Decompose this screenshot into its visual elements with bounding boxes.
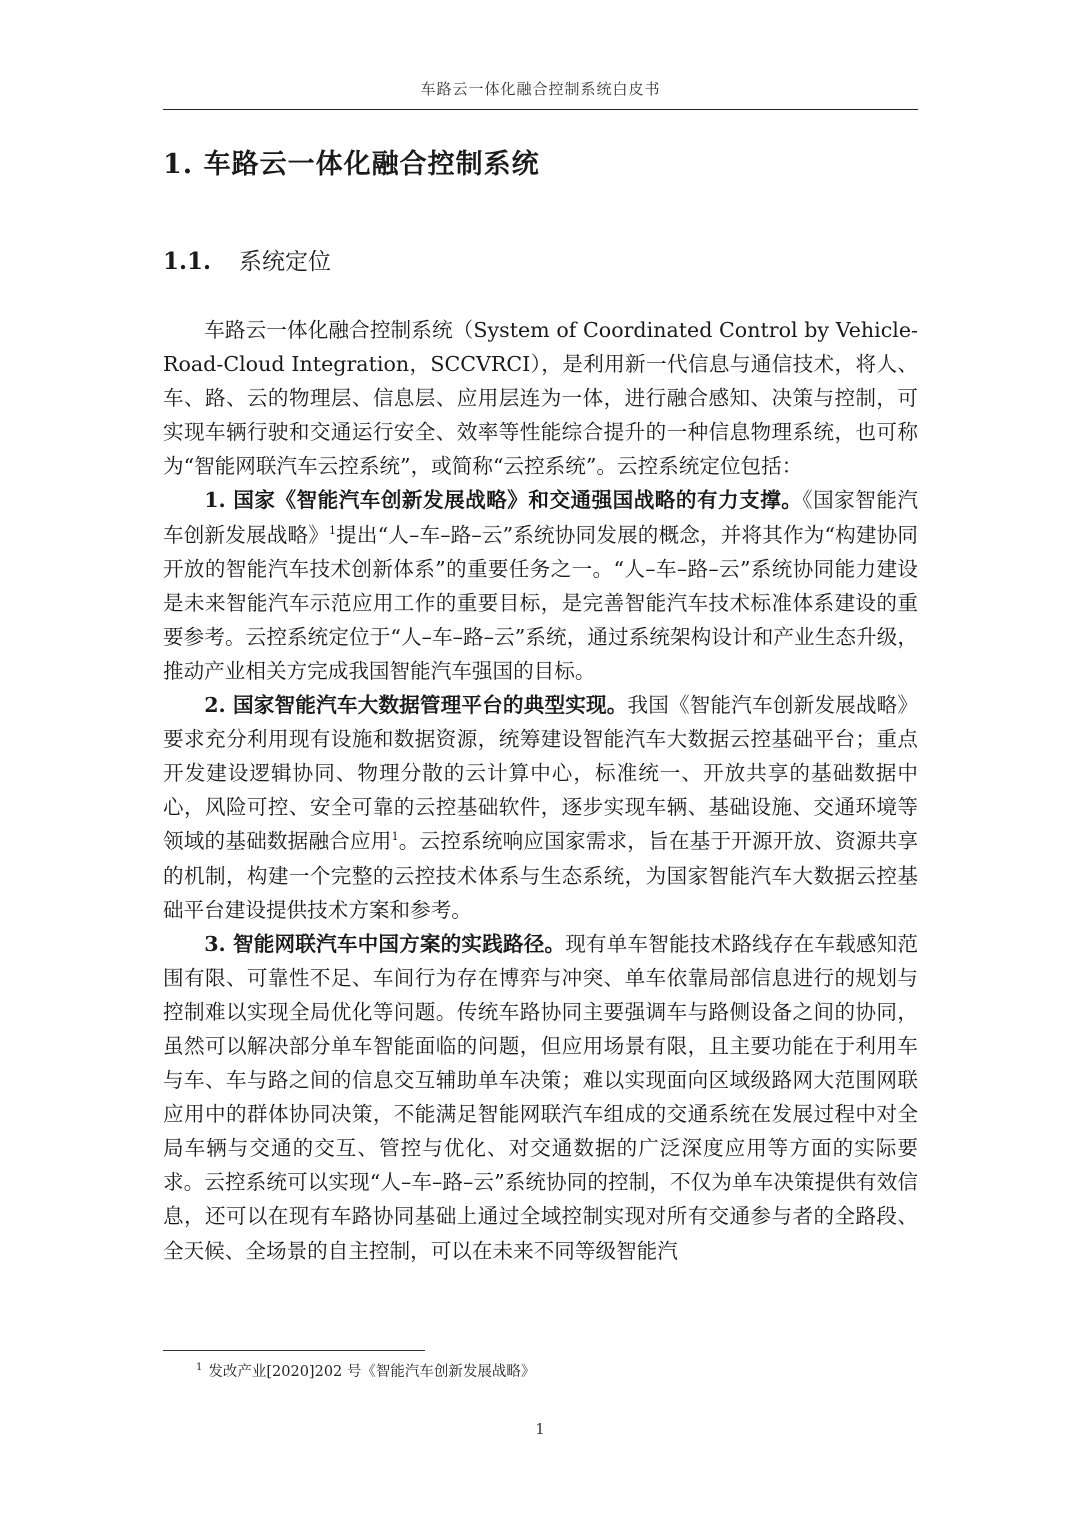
paragraph-1: [163, 483, 918, 688]
footnote: [196, 1360, 535, 1381]
section-number: 1.1.: [163, 248, 212, 275]
paragraph-1-text-b: 提出“人–车–路–云”系统协同发展的概念，并将其作为“构建协同开放的智能汽车技术创新体系”的重要任务之一。“人–车–路–云”系统协同能力建设是未来智能汽车示范应用工作的重要目标，是完善智能汽车技术标准体系建设的重要参考。云控系统定位于“人–车–路–云”系统，通过系统架构设计和产业生态升级，推动产业相关方完成我国智能汽车强国的目标。: [163, 522, 918, 683]
section-title: 系统定位: [239, 249, 331, 275]
paragraph-2-lead: 2. 国家智能汽车大数据管理平台的典型实现。: [204, 693, 628, 718]
chapter-title: 1. 车路云一体化融合控制系统: [163, 149, 540, 180]
paragraph-3: [163, 927, 918, 1268]
running-header: 车路云一体化融合控制系统白皮书: [420, 80, 661, 98]
paragraph-2: [163, 688, 918, 927]
section-heading: [163, 243, 331, 276]
body-text: [163, 313, 918, 1268]
paragraph-1-lead: 1. 国家《智能汽车创新发展战略》和交通强国战略的有力支撑。: [204, 488, 803, 513]
footnote-text: 发改产业[2020]202 号《智能汽车创新发展战略》: [208, 1364, 536, 1380]
footnote-mark: 1: [196, 1362, 203, 1374]
paragraph-3-text: 现有单车智能技术路线存在车载感知范围有限、可靠性不足、车间行为存在博弈与冲突、单车依靠局部信息进行的规划与控制难以实现全局优化等问题。传统车路协同主要强调车与路侧设备之间的协同，虽然可以解决部分单车智能面临的问题，但应用场景有限，且主要功能在于利用车与车、车与路之间的信息交互辅助单车决策；难以实现面向区域级路网大范围网联应用中的群体协同决策，不能满足智能网联汽车组成的交通系统在发展过程中对全局车辆与交通的交互、管控与优化、对交通数据的广泛深度应用等方面的实际要求。云控系统可以实现“人–车–路–云”系统协同的控制，不仅为单车决策提供有效信息，还可以在现有车路协同基础上通过全域控制实现对所有交通参与者的全路段、全天候、全场景的自主控制，可以在未来不同等级智能汽: [163, 931, 919, 1263]
header-rule: [163, 109, 918, 110]
paragraph-1-text-a: 《国家智能汽车创新发展战略》: [163, 488, 918, 547]
footnote-rule: [163, 1350, 425, 1351]
paragraph-3-lead: 3. 智能网联汽车中国方案的实践路径。: [204, 931, 566, 956]
footnote-ref[interactable]: 1: [328, 523, 336, 537]
intro-paragraph: 车路云一体化融合控制系统（System of Coordinated Control by Vehicle-Road-Cloud Integration，SCCVRCI），是利用新一代信息与通信技术，将人、车、路、云的物理层、信息层、应用层连为一体，进行融合感知、决策与控制，可实现车辆行驶和交通运行安全、效率等性能综合提升的一种信息物理系统，也可称为“智能网联汽车云控系统”，或简称“云控系统”。云控系统定位包括：: [163, 318, 918, 479]
page-number: 1: [535, 1420, 545, 1438]
footnote-ref[interactable]: 1: [391, 830, 399, 844]
paragraph-2-text-b: 。云控系统响应国家需求，旨在基于开源开放、资源共享的机制，构建一个完整的云控技术体系与生态系统，为国家智能汽车大数据云控基础平台建设提供技术方案和参考。: [163, 829, 919, 922]
paragraph-2-text-a: 我国《智能汽车创新发展战略》要求充分利用现有设施和数据资源，统筹建设智能汽车大数据云控基础平台；重点开发建设逻辑协同、物理分散的云计算中心，标准统一、开放共享的基础数据中心，风险可控、安全可靠的云控基础软件，逐步实现车辆、基础设施、交通环境等领域的基础数据融合应用: [163, 693, 918, 854]
